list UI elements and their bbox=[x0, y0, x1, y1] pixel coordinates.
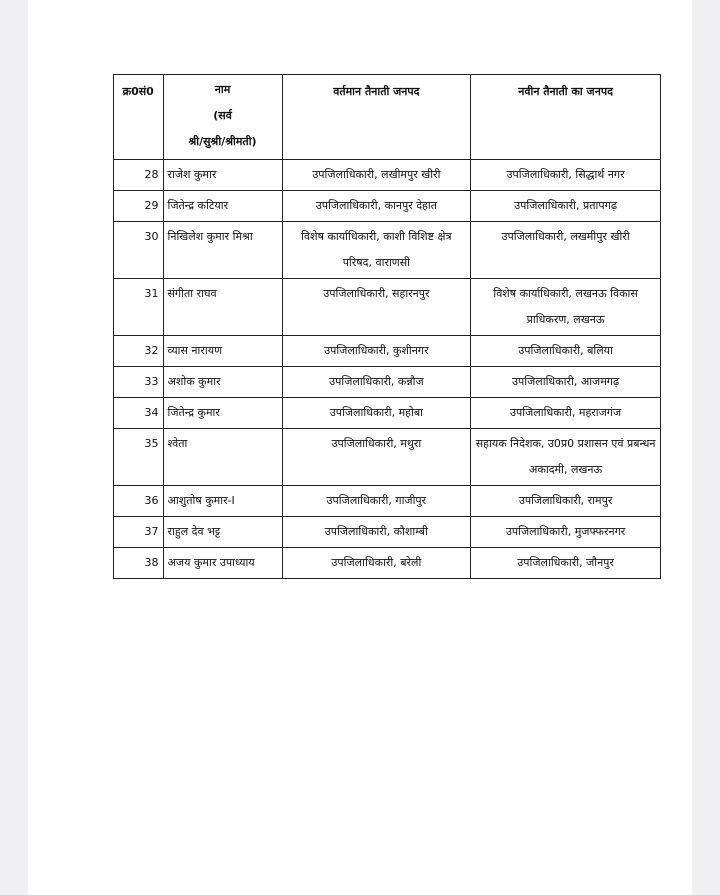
cell-new-posting: सहायक निदेशक, उ0प्र0 प्रशासन एवं प्रबन्धन अकादमी, लखनऊ bbox=[471, 429, 661, 486]
cell-sno: 29 bbox=[114, 191, 164, 222]
cell-sno: 37 bbox=[114, 517, 164, 548]
cell-current-posting: उपजिलाधिकारी, कुशीनगर bbox=[282, 336, 471, 367]
cell-new-posting: उपजिलाधिकारी, आजमगढ़ bbox=[471, 367, 661, 398]
header-sno: क्र0सं0 bbox=[114, 75, 164, 160]
cell-current-posting: उपजिलाधिकारी, कौशाम्बी bbox=[282, 517, 471, 548]
cell-current-posting: उपजिलाधिकारी, मथुरा bbox=[282, 429, 471, 486]
header-new-posting: नवीन तैनाती का जनपद bbox=[471, 75, 661, 160]
table-row bbox=[114, 429, 661, 486]
cell-sno: 35 bbox=[114, 429, 164, 486]
header-current-posting: वर्तमान तैनाती जनपद bbox=[282, 75, 471, 160]
cell-name: राहुल देव भट्ट bbox=[163, 517, 282, 548]
header-name-sub1: (सर्व bbox=[213, 109, 232, 122]
cell-name: संगीता राघव bbox=[163, 279, 282, 336]
header-name-sub2: श्री/सुश्री/श्रीमती) bbox=[188, 135, 257, 148]
cell-new-posting: उपजिलाधिकारी, मुजफ्फरनगर bbox=[471, 517, 661, 548]
cell-current-posting: उपजिलाधिकारी, महोबा bbox=[282, 398, 471, 429]
header-name bbox=[163, 75, 282, 160]
cell-current-posting: विशेष कार्याधिकारी, काशी विशिष्ट क्षेत्र परिषद, वाराणसी bbox=[282, 222, 471, 279]
cell-name: जितेन्द्र कटियार bbox=[163, 191, 282, 222]
cell-current-posting: उपजिलाधिकारी, बरेली bbox=[282, 548, 471, 579]
cell-name: राजेश कुमार bbox=[163, 160, 282, 191]
cell-sno: 34 bbox=[114, 398, 164, 429]
cell-sno: 33 bbox=[114, 367, 164, 398]
cell-name: व्यास नारायण bbox=[163, 336, 282, 367]
cell-name: निखिलेश कुमार मिश्रा bbox=[163, 222, 282, 279]
cell-current-posting: उपजिलाधिकारी, सहारनपुर bbox=[282, 279, 471, 336]
cell-sno: 28 bbox=[114, 160, 164, 191]
cell-sno: 30 bbox=[114, 222, 164, 279]
cell-new-posting: उपजिलाधिकारी, प्रतापगढ़ bbox=[471, 191, 661, 222]
cell-new-posting: उपजिलाधिकारी, सिद्धार्थ नगर bbox=[471, 160, 661, 191]
table-row bbox=[114, 279, 661, 336]
cell-name: अशोक कुमार bbox=[163, 367, 282, 398]
posting-table bbox=[113, 74, 661, 579]
cell-current-posting: उपजिलाधिकारी, गाजीपुर bbox=[282, 486, 471, 517]
cell-name: अजय कुमार उपाध्याय bbox=[163, 548, 282, 579]
cell-sno: 31 bbox=[114, 279, 164, 336]
cell-new-posting: उपजिलाधिकारी, लखमीपुर खीरी bbox=[471, 222, 661, 279]
document-page bbox=[28, 0, 692, 895]
table-row bbox=[114, 367, 661, 398]
cell-current-posting: उपजिलाधिकारी, लखीमपुर खीरी bbox=[282, 160, 471, 191]
cell-new-posting: विशेष कार्याधिकारी, लखनऊ विकास प्राधिकरण, लखनऊ bbox=[471, 279, 661, 336]
header-name-title: नाम bbox=[214, 83, 231, 96]
cell-sno: 36 bbox=[114, 486, 164, 517]
table-row bbox=[114, 486, 661, 517]
table-header bbox=[114, 75, 661, 160]
cell-current-posting: उपजिलाधिकारी, कन्नौज bbox=[282, 367, 471, 398]
table-row bbox=[114, 222, 661, 279]
cell-current-posting: उपजिलाधिकारी, कानपुर देहात bbox=[282, 191, 471, 222]
cell-new-posting: उपजिलाधिकारी, जौनपुर bbox=[471, 548, 661, 579]
table-body bbox=[114, 160, 661, 579]
cell-sno: 32 bbox=[114, 336, 164, 367]
cell-name: आशुतोष कुमार-I bbox=[163, 486, 282, 517]
table-row bbox=[114, 336, 661, 367]
table-row bbox=[114, 191, 661, 222]
table-row bbox=[114, 548, 661, 579]
header-row bbox=[114, 75, 661, 160]
table-row bbox=[114, 398, 661, 429]
cell-name: श्वेता bbox=[163, 429, 282, 486]
cell-name: जितेन्द्र कुमार bbox=[163, 398, 282, 429]
cell-new-posting: उपजिलाधिकारी, महराजगंज bbox=[471, 398, 661, 429]
cell-new-posting: उपजिलाधिकारी, रामपुर bbox=[471, 486, 661, 517]
table-row bbox=[114, 517, 661, 548]
cell-new-posting: उपजिलाधिकारी, बलिया bbox=[471, 336, 661, 367]
cell-sno: 38 bbox=[114, 548, 164, 579]
table-row bbox=[114, 160, 661, 191]
